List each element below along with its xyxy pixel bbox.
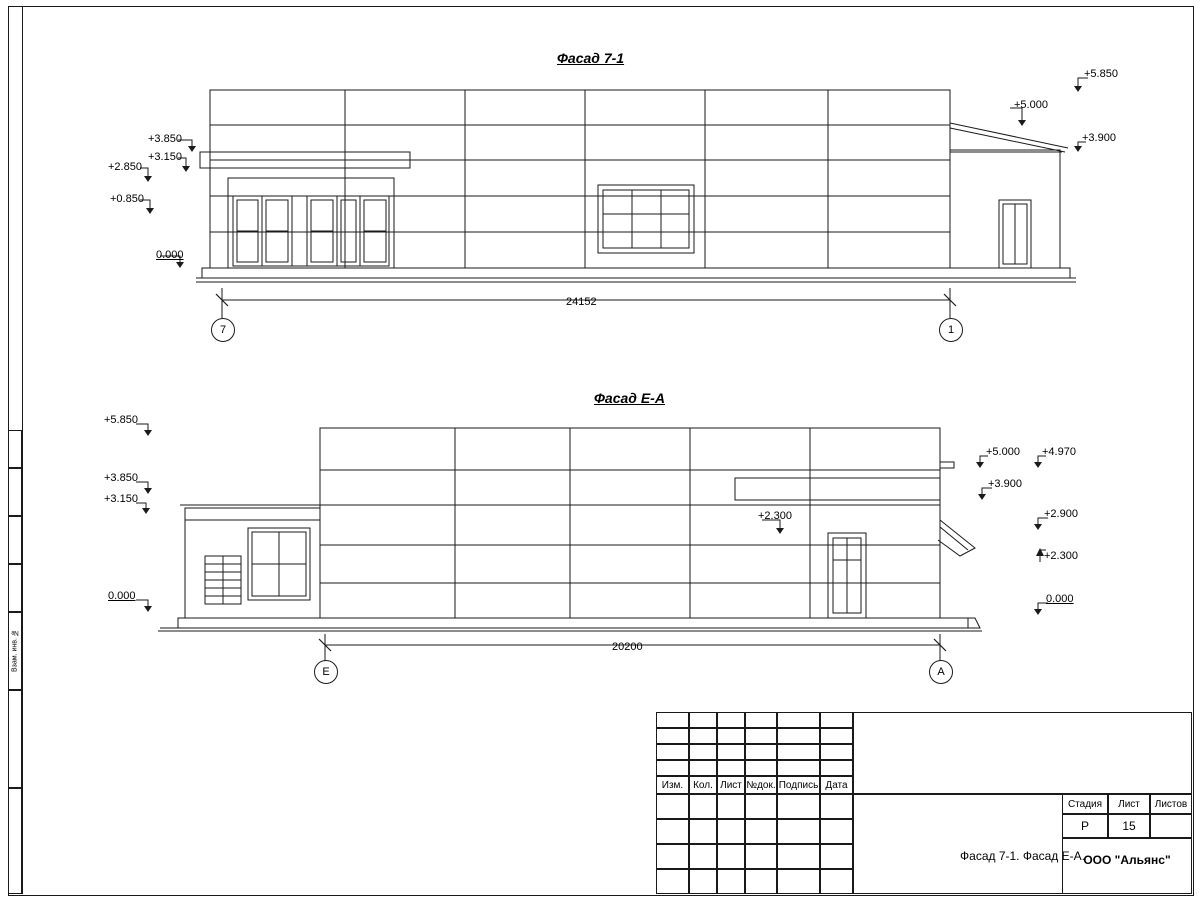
rev-row-3-c4 xyxy=(745,744,777,760)
side-stamp-cell-5: Взам. инв. № xyxy=(8,612,22,690)
facade-2-level-2900: +2.900 xyxy=(1044,508,1078,520)
rev-row-2-c4 xyxy=(745,728,777,744)
facade-1-level-3900: +3.900 xyxy=(1082,132,1116,144)
rev-row-5-c4 xyxy=(745,794,777,819)
facade-2-level-3900: +3.900 xyxy=(988,478,1022,490)
facade-2-level-5000: +5.000 xyxy=(986,446,1020,458)
facade-1-level-3850: +3.850 xyxy=(148,133,182,145)
facade-1-dimension: 24152 xyxy=(566,296,597,308)
facade-1-axis-left: 7 xyxy=(211,318,235,342)
facade-1-level-0850: +0.850 xyxy=(110,193,144,205)
rev-header-podpis: Подпись xyxy=(777,776,820,794)
facade-2-level-2300-right: +2.300 xyxy=(1044,550,1078,562)
facade-1-level-5000: +5.000 xyxy=(1014,99,1048,111)
rev-header-list: Лист xyxy=(717,776,745,794)
side-stamp-cell-2 xyxy=(8,468,22,516)
rev-row-6-c3 xyxy=(717,819,745,844)
rev-row-1-c2 xyxy=(689,712,717,728)
facade-2-level-2300-center: +2.300 xyxy=(758,510,792,522)
facade-2-level-5850: +5.850 xyxy=(104,414,138,426)
rev-row-1-c1 xyxy=(656,712,689,728)
rev-row-2-c3 xyxy=(717,728,745,744)
titleblock-stage-value: Р xyxy=(1062,814,1108,838)
facade-2-axis-left: Е xyxy=(314,660,338,684)
rev-row-4-c5 xyxy=(777,760,820,776)
titleblock-top-blank xyxy=(853,712,1192,794)
rev-row-8-c1 xyxy=(656,869,689,894)
rev-header-izm: Изм. xyxy=(656,776,689,794)
rev-row-3-c5 xyxy=(777,744,820,760)
rev-header-data: Дата xyxy=(820,776,853,794)
facade-2-title: Фасад Е-А xyxy=(594,390,665,406)
rev-row-5-c6 xyxy=(820,794,853,819)
rev-row-5-c3 xyxy=(717,794,745,819)
rev-row-1-c4 xyxy=(745,712,777,728)
side-stamp-cell-4 xyxy=(8,564,22,612)
rev-row-3-c2 xyxy=(689,744,717,760)
rev-row-4-c6 xyxy=(820,760,853,776)
rev-row-6-c2 xyxy=(689,819,717,844)
side-stamp-cell-1 xyxy=(8,430,22,468)
rev-row-6-c4 xyxy=(745,819,777,844)
rev-row-7-c5 xyxy=(777,844,820,869)
rev-row-3-c3 xyxy=(717,744,745,760)
rev-row-7-c6 xyxy=(820,844,853,869)
titleblock-sheet-label: Лист xyxy=(1108,794,1150,814)
rev-row-6-c5 xyxy=(777,819,820,844)
rev-row-8-c5 xyxy=(777,869,820,894)
rev-row-2-c2 xyxy=(689,728,717,744)
rev-row-7-c4 xyxy=(745,844,777,869)
titleblock-sheets-label: Листов xyxy=(1150,794,1192,814)
facade-1-level-2850: +2.850 xyxy=(108,161,142,173)
facade-2-axis-right: А xyxy=(929,660,953,684)
titleblock-stage-label: Стадия xyxy=(1062,794,1108,814)
rev-row-2-c6 xyxy=(820,728,853,744)
rev-row-3-c1 xyxy=(656,744,689,760)
rev-row-8-c3 xyxy=(717,869,745,894)
rev-row-7-c2 xyxy=(689,844,717,869)
rev-header-kol: Кол. xyxy=(689,776,717,794)
rev-row-2-c1 xyxy=(656,728,689,744)
facade-2-level-3850: +3.850 xyxy=(104,472,138,484)
rev-row-8-c2 xyxy=(689,869,717,894)
rev-row-3-c6 xyxy=(820,744,853,760)
facade-2-dimension: 20200 xyxy=(612,641,643,653)
facade-1-level-5850: +5.850 xyxy=(1084,68,1118,80)
rev-row-5-c1 xyxy=(656,794,689,819)
titleblock-sheets-value xyxy=(1150,814,1192,838)
rev-row-4-c2 xyxy=(689,760,717,776)
facade-2-level-0000-left: 0.000 xyxy=(108,590,136,602)
rev-row-6-c1 xyxy=(656,819,689,844)
rev-row-7-c1 xyxy=(656,844,689,869)
rev-row-1-c3 xyxy=(717,712,745,728)
facade-1-level-0000: 0.000 xyxy=(156,249,184,261)
facade-1-axis-right: 1 xyxy=(939,318,963,342)
side-stamp-cell-3 xyxy=(8,516,22,564)
rev-row-7-c3 xyxy=(717,844,745,869)
rev-header-ndok: №док. xyxy=(745,776,777,794)
rev-row-6-c6 xyxy=(820,819,853,844)
facade-2-level-0000-right: 0.000 xyxy=(1046,593,1074,605)
rev-row-4-c1 xyxy=(656,760,689,776)
rev-row-5-c5 xyxy=(777,794,820,819)
rev-row-8-c4 xyxy=(745,869,777,894)
rev-row-1-c6 xyxy=(820,712,853,728)
titleblock-drawing-name: Фасад 7-1. Фасад Е-А. xyxy=(853,794,1192,894)
rev-row-1-c5 xyxy=(777,712,820,728)
rev-row-4-c3 xyxy=(717,760,745,776)
facade-2-level-4970: +4.970 xyxy=(1042,446,1076,458)
side-stamp-cell-6 xyxy=(8,690,22,788)
side-stamp-cell-7 xyxy=(8,788,22,894)
facade-2-level-3150: +3.150 xyxy=(104,493,138,505)
rev-row-8-c6 xyxy=(820,869,853,894)
rev-row-2-c5 xyxy=(777,728,820,744)
facade-1-level-3150: +3.150 xyxy=(148,151,182,163)
titleblock-company: ООО "Альянс" xyxy=(1062,838,1192,894)
titleblock-sheet-value: 15 xyxy=(1108,814,1150,838)
rev-row-4-c4 xyxy=(745,760,777,776)
facade-1-title: Фасад 7-1 xyxy=(557,50,625,66)
rev-row-5-c2 xyxy=(689,794,717,819)
